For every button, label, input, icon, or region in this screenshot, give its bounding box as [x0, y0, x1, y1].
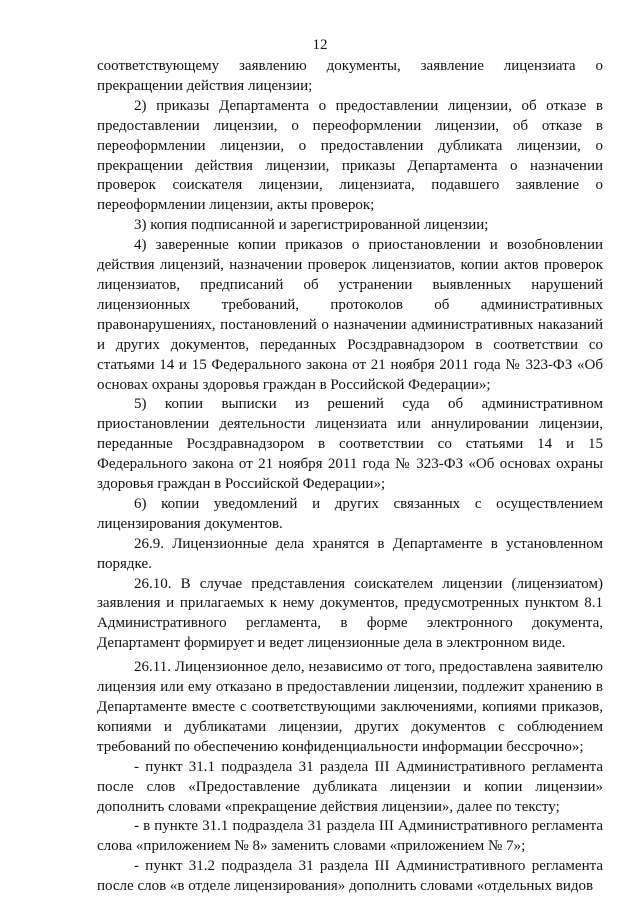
list-item-2: 2) приказы Департамента о предоставлении лицензии, об отказе в предоставлении лицензии, о переоформлении лицензии, об отказе в переоформлении лицензии, о предоставлении дубликата лицензии, о прекращении действия лицензии, приказы Департамента о назначении проверок соискателя лицензии, лицензиата, подавшего заявление о переоформлении лицензии, акты проверок;: [97, 97, 603, 214]
list-item-4: 4) заверенные копии приказов о приостановлении и возобновлении действия лицензий, назначении проверок лицензиатов, копии актов проверок лицензиатов, предписаний об устранении выявленных нарушений лицензионных требований, протоколов об административных правонарушениях, постановлений о назначении административных наказаний и других документов, переданных Росздравнадзором в соответствии со статьями 14 и 15 Федерального закона от 21 ноября 2011 года № 323-ФЗ «Об основах охраны здоровья граждан в Российской Федерации»;: [97, 237, 603, 393]
page-number: 12: [312, 37, 328, 53]
list-item-3: 3) копия подписанной и зарегистрированной лицензии;: [134, 217, 489, 234]
paragraph-continuation: соответствующему заявлению документы, заявление лицензиата о прекращении действия лицензии;: [97, 58, 603, 94]
amendment-31-2: - пункт 31.2 подраздела 31 раздела III Административного регламента после слов «в отделе лицензирования» дополнить словами «отдельных видов: [97, 858, 603, 895]
clause-26-10: 26.10. В случае представления соискателем лицензии (лицензиатом) заявления и прилагаемых к нему документов, предусмотренных пунктом 8.1 Административного регламента, в форме электронного документа, Департамент формирует и ведет лицензионные дела в электронном виде.: [97, 575, 603, 652]
amendment-31-1-b: - в пункте 31.1 подраздела 31 раздела III Административного регламента слова «приложением № 8» заменить словами «приложением № 7»;: [97, 818, 603, 855]
list-item-6: 6) копии уведомлений и других связанных с осуществлением лицензирования документов.: [97, 495, 603, 532]
clause-26-11: 26.11. Лицензионное дело, независимо от того, предоставлена заявителю лицензия или ему отказано в предоставлении лицензии, подлежит хранению в Департаменте вместе с соответствующими заключениями, копиями приказов, копиями и дубликатами лицензии, других документов с соблюдением требований по обеспечению конфиденциальности информации бессрочно»;: [97, 659, 603, 755]
clause-26-9: 26.9. Лицензионные дела хранятся в Департаменте в установленном порядке.: [97, 535, 603, 572]
document-body: [97, 57, 603, 897]
amendment-31-1-a: - пункт 31.1 подраздела 31 раздела III Административного регламента после слов «Предоставление дубликата лицензии и копии лицензии» дополнить словами «прекращение действия лицензии», далее по тексту;: [97, 758, 603, 815]
list-item-5: 5) копии выписки из решений суда об административном приостановлении деятельности лицензиата или аннулировании лицензии, переданные Росздравнадзором в соответствии со статьями 14 и 15 Федерального закона от 21 ноября 2011 года № 323-ФЗ «Об основах охраны здоровья граждан в Российской Федерации»;: [97, 396, 603, 493]
